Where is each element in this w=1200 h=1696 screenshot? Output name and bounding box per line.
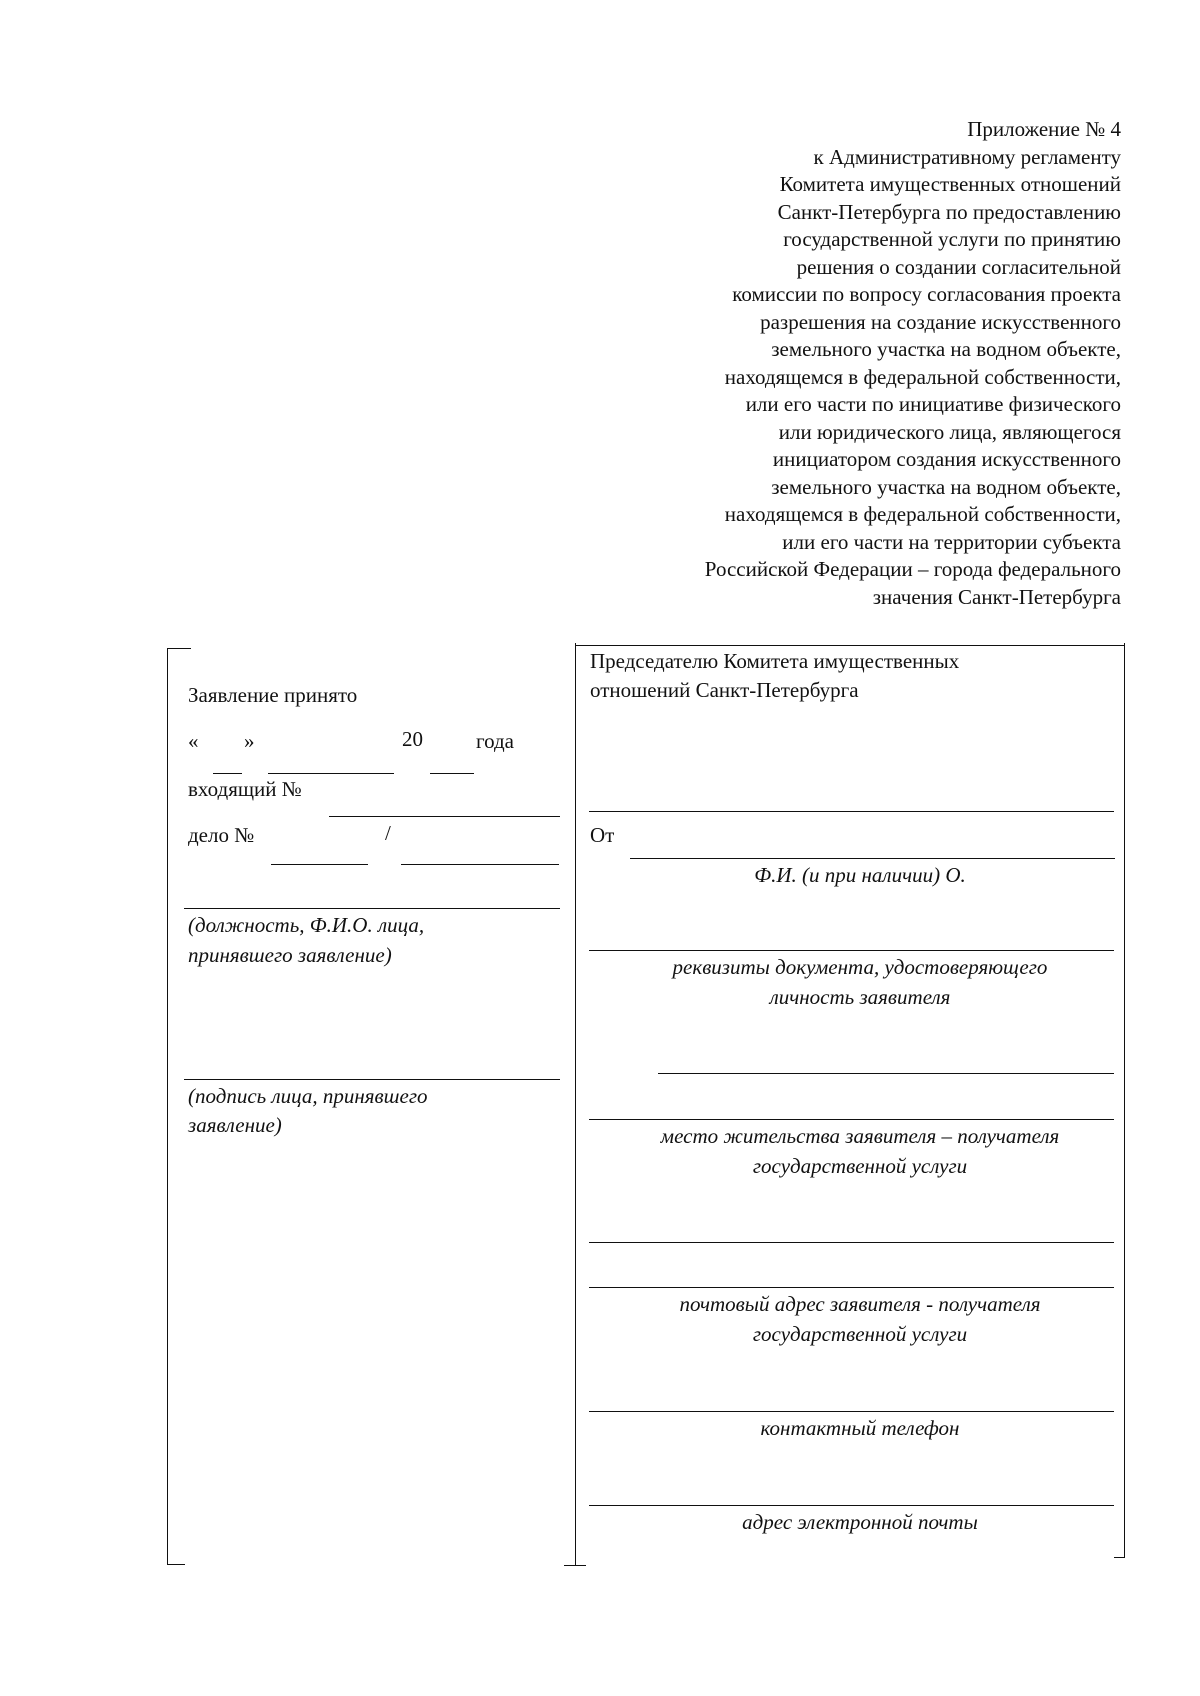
frame-right-foot [1114,1557,1125,1558]
signature-caption-1: (подпись лица, принявшего [188,1084,428,1108]
frame-center-divider [575,643,576,1566]
header-line: инициатором создания искусственного [772,447,1121,471]
case-number-line-1[interactable] [271,864,368,865]
header-line: или его части по инициативе физического [745,392,1121,416]
postal-address-caption-2: государственной услуги [752,1322,968,1346]
postal-address-line[interactable] [589,1287,1114,1288]
header-line: значения Санкт-Петербурга [872,584,1121,609]
header-line: Российской Федерации – города федерального [704,557,1121,581]
frame-left-top [167,648,191,649]
id-document-caption-2: личность заявителя [769,985,951,1009]
case-number-separator: / [385,821,391,845]
header-line: государственной услуги по принятию [783,227,1121,251]
signature-caption-2: заявление) [188,1113,282,1137]
residence-line-2[interactable] [589,1242,1114,1243]
header-line: комиссии по вопросу согласования проекта [732,282,1121,306]
header-line: Приложение № 4 [967,117,1121,141]
position-caption-2: принявшего заявление) [188,943,392,967]
position-name-line[interactable] [184,908,560,909]
residence-caption-2: государственной услуги [752,1154,968,1178]
header-line: Комитета имущественных отношений [779,172,1121,196]
header-line: разрешения на создание искусственного [760,309,1121,334]
frame-left-border [167,648,168,1565]
date-quote-open: « [188,729,199,753]
header-line: Санкт-Петербурга по предоставлению [777,199,1121,224]
id-document-line[interactable] [589,950,1114,951]
date-month-line[interactable] [268,773,394,774]
addressee-line-1: Председателю Комитета имущественных [590,649,960,673]
applicant-name-line[interactable] [630,858,1115,859]
addressee-blank-line[interactable] [589,811,1114,812]
residence-caption-1: место жительства заявителя – получателя [660,1124,1060,1148]
header-line: находящемся в федеральной собственности, [724,502,1121,526]
date-day-line[interactable] [213,773,242,774]
phone-caption: контактный телефон [760,1416,960,1440]
addressee-line-2: отношений Санкт-Петербурга [590,678,859,702]
frame-right-top [575,645,1124,646]
header-line: или его части на территории субъекта [782,529,1121,554]
incoming-number-label: входящий № [188,777,302,801]
date-year-line[interactable] [430,773,474,774]
header-line: или юридического лица, являющегося [778,419,1121,444]
accepted-label: Заявление принято [188,683,358,707]
appendix-header [481,116,1121,611]
email-caption: адрес электронной почты [742,1510,978,1534]
frame-center-foot [564,1565,586,1566]
case-number-line-2[interactable] [401,864,559,865]
id-document-caption-1: реквизиты документа, удостоверяющего [672,955,1048,979]
signature-line[interactable] [184,1079,560,1080]
header-line: к Административному регламенту [813,144,1121,169]
date-year-prefix: 20 [402,727,423,751]
header-line: земельного участка на водном объекте, [771,474,1121,499]
phone-line[interactable] [589,1411,1114,1412]
date-year-suffix: года [476,729,514,753]
email-line[interactable] [589,1505,1114,1506]
id-document-line-2[interactable] [658,1073,1114,1074]
date-quote-close: » [244,729,255,753]
position-caption-1: (должность, Ф.И.О. лица, [188,913,425,937]
fio-caption: Ф.И. (и при наличии) О. [754,863,966,887]
frame-left-foot [167,1564,185,1565]
incoming-number-line[interactable] [329,816,560,817]
header-line: земельного участка на водном объекте, [771,337,1121,361]
header-line: находящемся в федеральной собственности, [724,364,1121,389]
from-label: От [590,823,615,847]
header-line: решения о создании согласительной [796,254,1121,279]
case-number-label: дело № [188,823,255,847]
residence-line[interactable] [589,1119,1114,1120]
postal-address-caption-1: почтовый адрес заявителя - получателя [679,1292,1041,1316]
